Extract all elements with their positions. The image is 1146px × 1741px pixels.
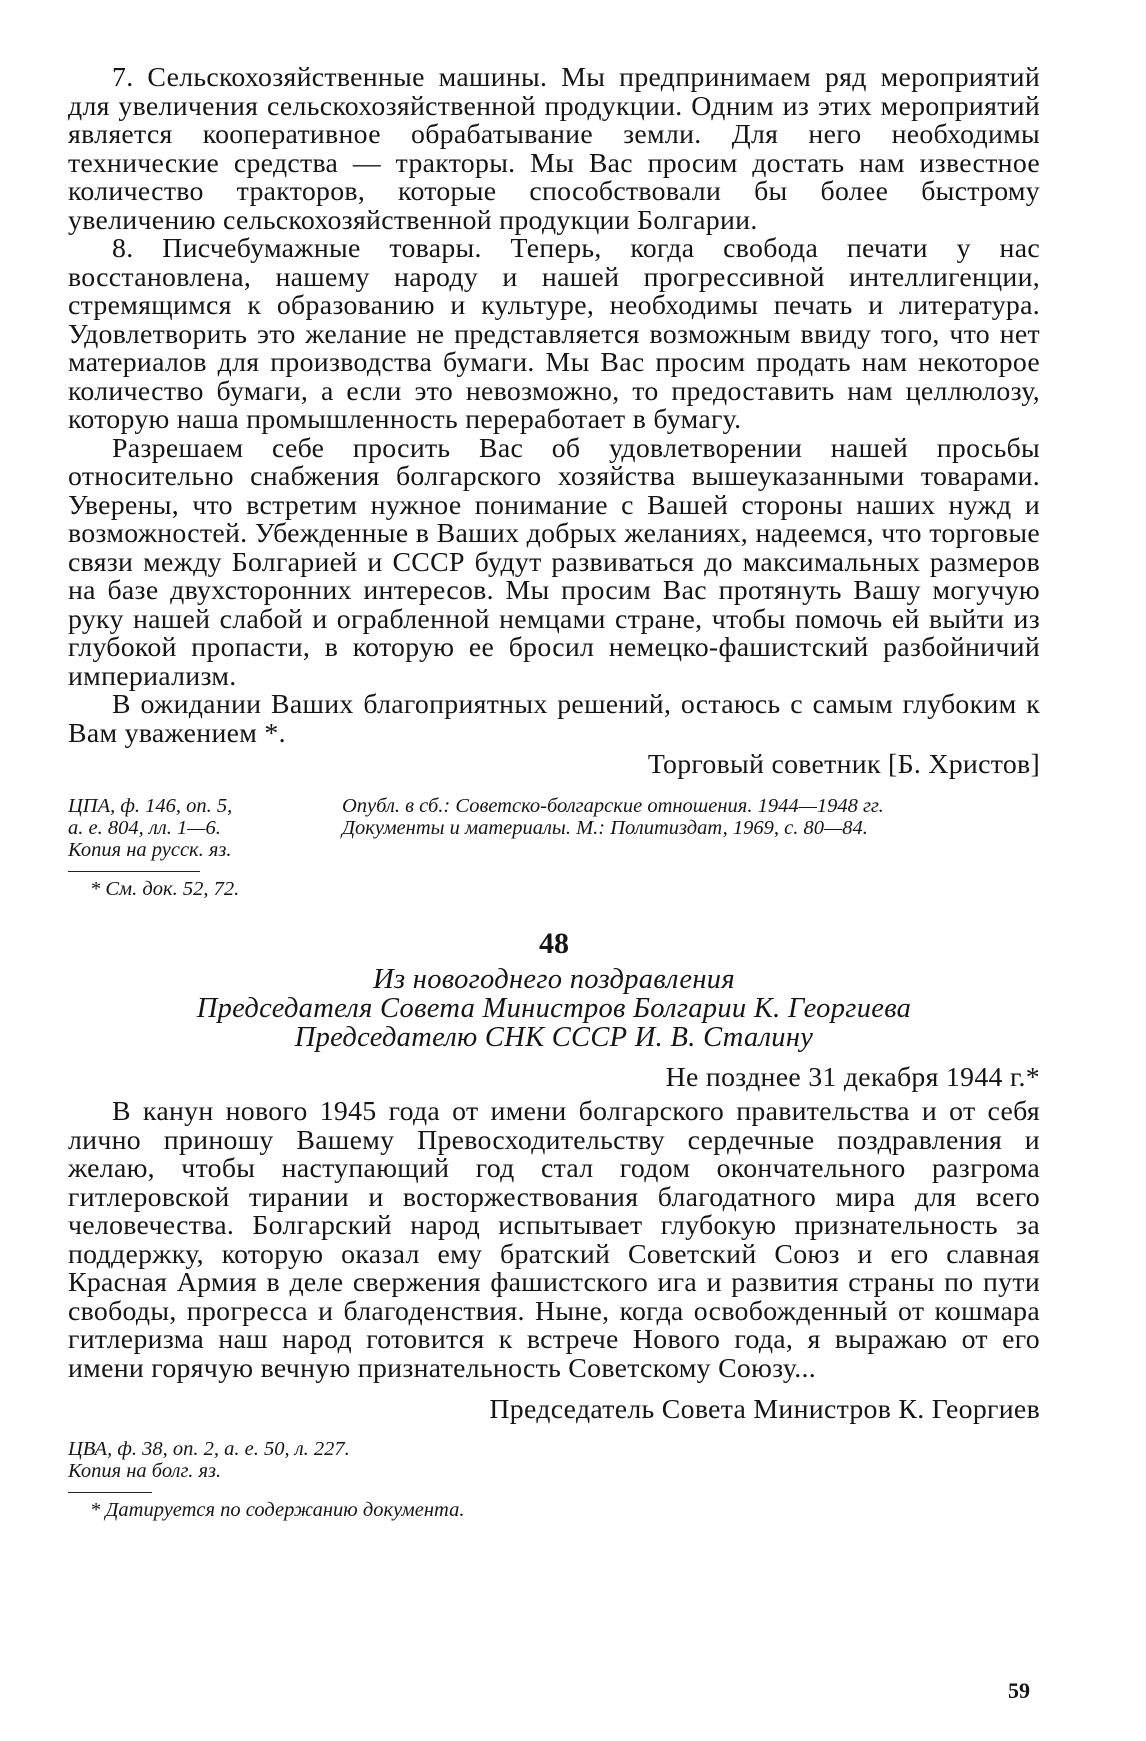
signature-trade-advisor: Торговый советник [Б. Христов] xyxy=(647,749,1040,780)
footnote-divider xyxy=(68,871,200,872)
archive-reference xyxy=(68,795,342,861)
publication-line: Опубл. в сб.: Советско-болгарские отношения. 1944—1948 гг. xyxy=(342,795,884,817)
signature-prime-minister: Председатель Совета Министров К. Георгиев xyxy=(489,1394,1040,1425)
document-title-line: Председателя Совета Министров Болгарии К. Георгиева xyxy=(196,993,912,1024)
paragraph-stationery-goods: 8. Писчебумажные товары. Теперь, когда свобода печати у нас восстановлена, нашему народу и нашей прогрессивной интеллигенции, стремящимся к образованию и культуре, необходимы печать и литература. Удовлетворить это желание не представляется возможным ввиду того, что нет материалов для производства бумаги. Мы Вас просим продать нам некоторое количество бумаги, а если это невозможно, то предоставить нам целлюлозу, которую наша промышленность переработает в бумагу. xyxy=(68,233,1040,435)
greeting-body: В канун нового 1945 года от имени болгарского правительства и от себя лично приношу Вашему Превосходительству сердечные поздравления и желаю, чтобы наступающий год стал годом окончательного разгрома гитлеровской тирании и восторжествования благодатного мира для всего человечества. Болгарский народ испытывает глубокую признательность за поддержку, которую оказал ему братский Советский Союз и его славная Красная Армия в деле свержения фашистского ига и развития страны по пути свободы, прогресса и благоденствия. Ныне, когда освобожденный от кошмара гитлеризма наш народ готовится к встрече Нового года, я выражаю от его имени горячую вечную признательность Советскому Союзу... xyxy=(68,1096,1040,1384)
archive-line: Копия на болг. яз. xyxy=(68,1460,222,1482)
document-date: Не позднее 31 декабря 1944 г.* xyxy=(665,1062,1040,1093)
paragraph-closing: В ожидании Ваших благоприятных решений, остаюсь с самым глубоким к Вам уважением *. xyxy=(68,689,1040,749)
footnote-47: * См. док. 52, 72. xyxy=(90,878,240,900)
archive-line: ЦВА, ф. 38, оп. 2, а. е. 50, л. 227. xyxy=(68,1438,350,1460)
page-number: 59 xyxy=(1008,1678,1030,1703)
footnote-divider xyxy=(68,1492,152,1493)
archive-line: Копия на русск. яз. xyxy=(68,839,232,861)
paragraph-request: Разрешаем себе просить Вас об удовлетворении нашей просьбы относительно снабжения болгарского хозяйства вышеуказанными товарами. Уверены, что встретим нужное понимание с Вашей стороны наших нужд и возможностей. Убежденные в Ваших добрых желаниях, надеемся, что торговые связи между Болгарией и СССР будут развиваться до максимальных размеров на базе двухсторонних интересов. Мы просим Вас протянуть Вашу могучую руку нашей слабой и ограбленной немцами стране, чтобы помочь ей выйти из глубокой пропасти, в которую ее бросил немецко-фашистский разбойничий империализм. xyxy=(68,432,1040,692)
archive-source-48 xyxy=(68,1438,1040,1482)
document-title-line: Из новогоднего поздравления xyxy=(373,964,735,995)
footnote-48: * Датируется по содержанию документа. xyxy=(90,1499,465,1521)
document-47 xyxy=(68,64,1040,901)
document-number: 48 xyxy=(539,927,569,960)
archive-line: а. е. 804, лл. 1—6. xyxy=(68,817,221,839)
publication-line: Документы и материалы. М.: Политиздат, 1969, с. 80—84. xyxy=(342,817,868,839)
document-48 xyxy=(68,929,1040,1522)
book-page xyxy=(68,64,1040,1522)
archive-reference-48 xyxy=(68,1438,350,1482)
paragraph-agricultural-machines: 7. Сельскохозяйственные машины. Мы предпринимаем ряд мероприятий для увеличения сельскохозяйственной продукции. Одним из этих мероприятий является кооперативное обрабатывание земли. Для него необходимы технические средства — тракторы. Мы Вас просим достать нам известное количество тракторов, которые способствовали бы более быстрому увеличению сельскохозяйственной продукции Болгарии. xyxy=(68,62,1040,236)
archive-line: ЦПА, ф. 146, оп. 5, xyxy=(68,795,233,817)
document-title-line: Председателю СНК СССР И. В. Сталину xyxy=(294,1022,814,1053)
publication-reference xyxy=(342,795,1040,861)
archive-source xyxy=(68,795,1040,861)
